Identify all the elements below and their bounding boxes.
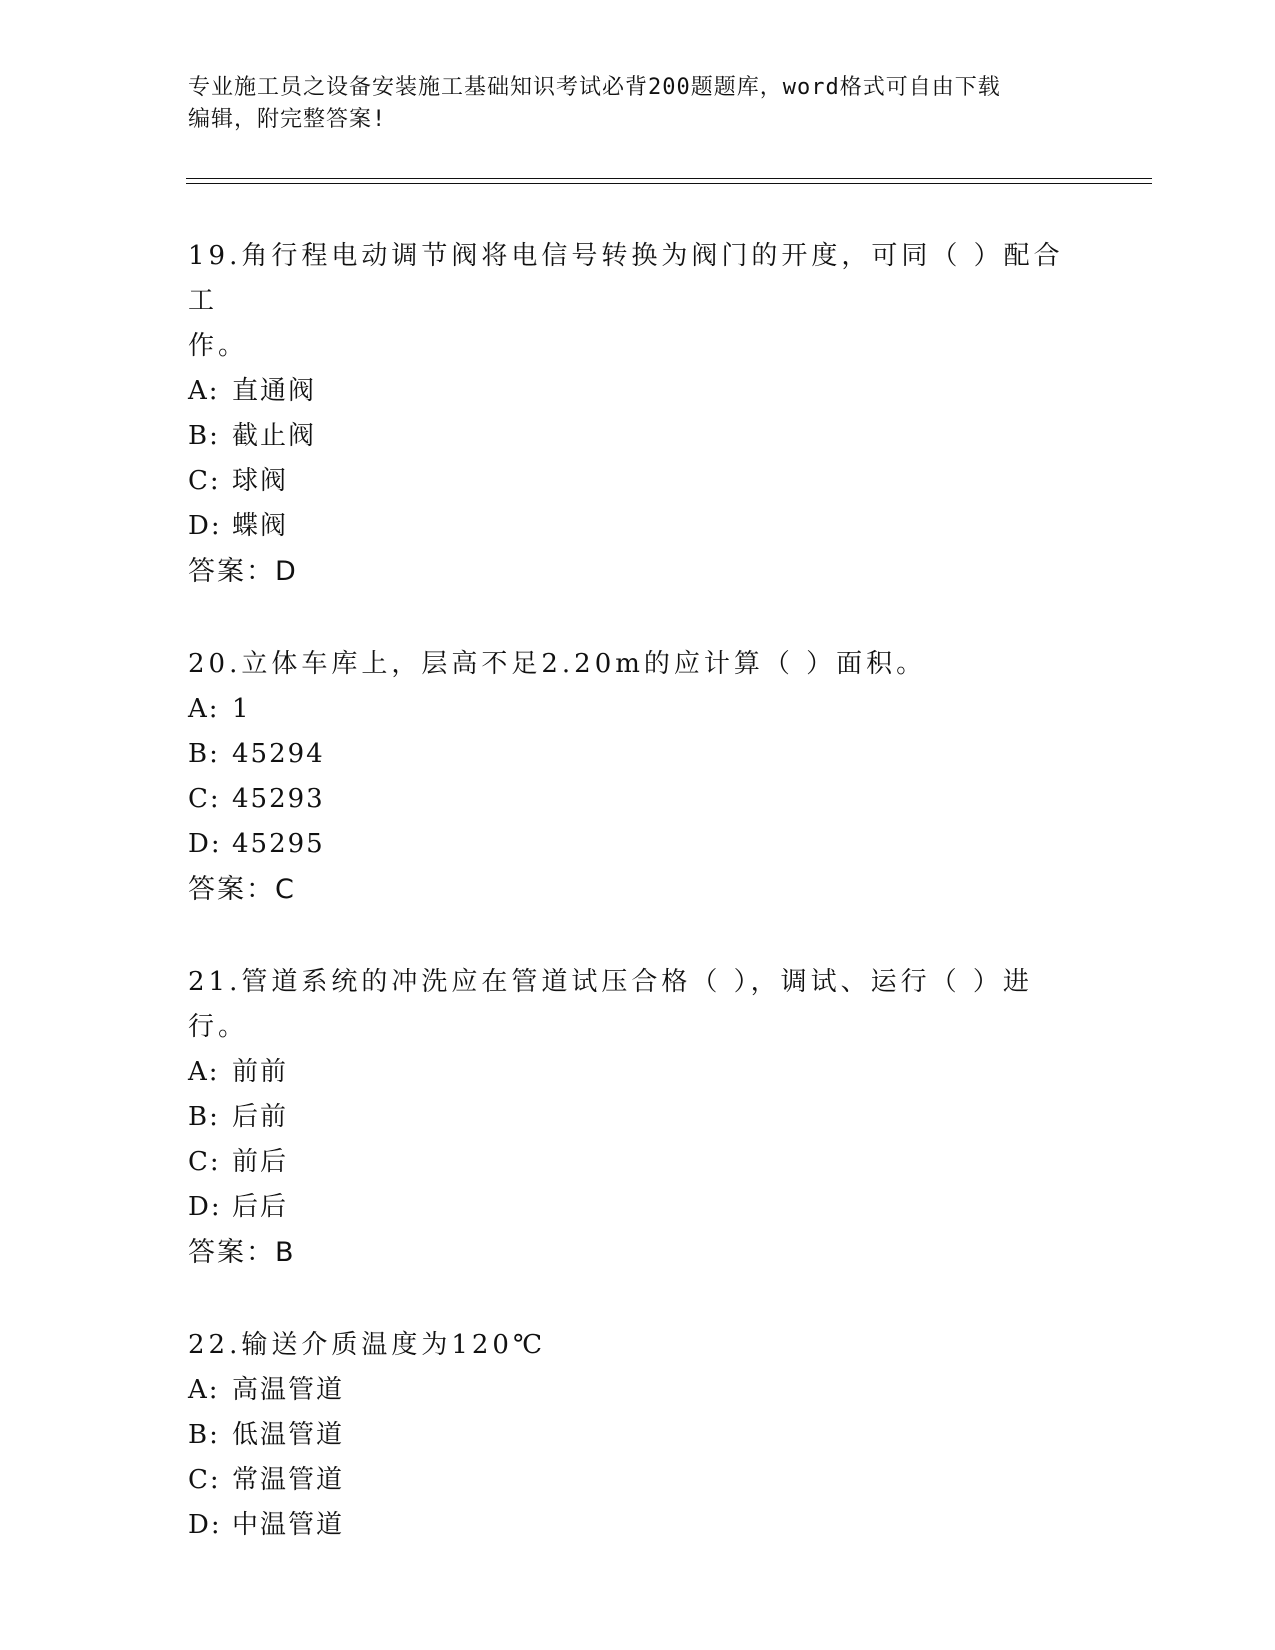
option-text: 直通阀 <box>232 376 317 406</box>
question-21 <box>188 960 1068 1275</box>
option-text: 低温管道 <box>232 1420 345 1450</box>
option-letter: D: <box>188 511 222 541</box>
option-text: 后后 <box>232 1192 289 1222</box>
question-spacer <box>188 1275 1068 1323</box>
option-letter: A: <box>188 376 220 406</box>
option-d <box>188 1185 1068 1230</box>
question-22 <box>188 1323 1068 1548</box>
option-text: 前后 <box>232 1147 289 1177</box>
option-text: 蝶阀 <box>232 511 289 541</box>
question-stem: 20.立体车库上，层高不足2.20m的应计算（ ）面积。 <box>188 649 927 679</box>
option-letter: A: <box>188 694 220 724</box>
option-d <box>188 504 1068 549</box>
option-c <box>188 777 1068 822</box>
header-divider-top <box>186 178 1152 179</box>
option-text: 高温管道 <box>232 1375 345 1405</box>
header-title-line-1: 专业施工员之设备安装施工基础知识考试必背200题题库，word格式可自由下载 <box>188 75 1001 100</box>
option-letter: A: <box>188 1375 220 1405</box>
question-list <box>188 234 1068 1548</box>
option-letter: C: <box>188 1147 221 1177</box>
option-letter: D: <box>188 1192 222 1222</box>
answer-line: 答案：C <box>188 874 296 905</box>
option-text: 后前 <box>232 1102 289 1132</box>
option-letter: C: <box>188 784 221 814</box>
question-stem: 21.管道系统的冲洗应在管道试压合格（ ），调试、运行（ ）进行。 <box>188 967 1033 1042</box>
option-text: 截止阀 <box>232 421 317 451</box>
question-spacer <box>188 912 1068 960</box>
question-20 <box>188 642 1068 912</box>
option-letter: C: <box>188 466 221 496</box>
option-text: 45293 <box>232 784 325 814</box>
question-stem-continued: 作。 <box>188 331 249 361</box>
option-b <box>188 1413 1068 1458</box>
option-b <box>188 732 1068 777</box>
option-d <box>188 1503 1068 1548</box>
option-c <box>188 459 1068 504</box>
document-header <box>188 72 1088 136</box>
answer-line: 答案：B <box>188 1237 296 1268</box>
header-title-line-2: 编辑，附完整答案! <box>188 107 387 132</box>
header-divider-bottom <box>186 183 1152 184</box>
option-text: 1 <box>232 694 251 724</box>
option-a <box>188 687 1068 732</box>
option-a <box>188 1050 1068 1095</box>
option-text: 中温管道 <box>232 1510 345 1540</box>
option-text: 球阀 <box>232 466 289 496</box>
option-text: 45294 <box>232 739 325 769</box>
option-b <box>188 1095 1068 1140</box>
question-stem: 22.输送介质温度为120℃ <box>188 1330 547 1360</box>
option-letter: B: <box>188 739 220 769</box>
option-letter: B: <box>188 1102 220 1132</box>
option-letter: A: <box>188 1057 220 1087</box>
answer-line: 答案：D <box>188 556 298 587</box>
question-19 <box>188 234 1068 594</box>
option-text: 45295 <box>232 829 325 859</box>
option-c <box>188 1458 1068 1503</box>
option-letter: D: <box>188 1510 222 1540</box>
option-letter: D: <box>188 829 222 859</box>
question-spacer <box>188 594 1068 642</box>
option-a <box>188 369 1068 414</box>
question-stem: 19.角行程电动调节阀将电信号转换为阀门的开度，可同（ ）配合工 <box>188 241 1064 316</box>
option-letter: B: <box>188 421 220 451</box>
option-c <box>188 1140 1068 1185</box>
option-letter: B: <box>188 1420 220 1450</box>
option-text: 常温管道 <box>232 1465 345 1495</box>
option-a <box>188 1368 1068 1413</box>
option-d <box>188 822 1068 867</box>
option-text: 前前 <box>232 1057 289 1087</box>
option-letter: C: <box>188 1465 221 1495</box>
option-b <box>188 414 1068 459</box>
